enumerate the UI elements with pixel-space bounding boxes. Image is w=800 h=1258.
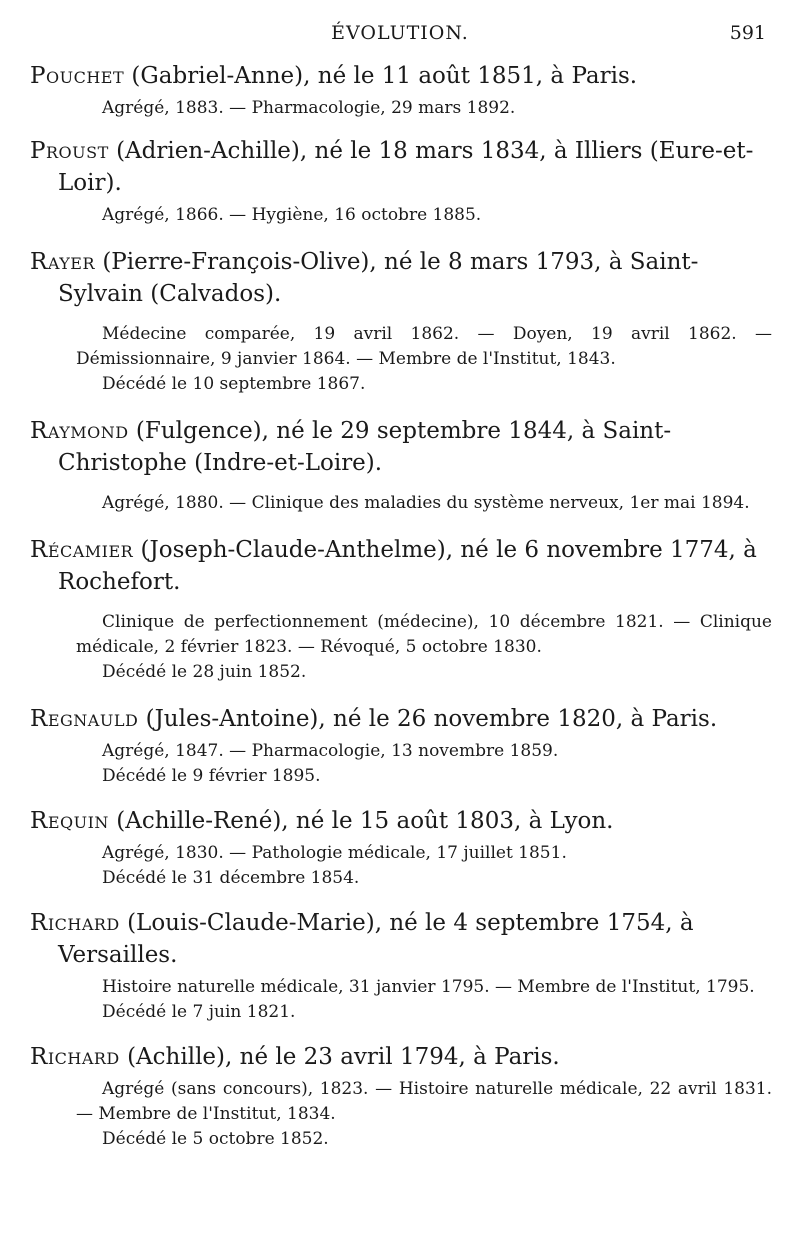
- career-line: Décédé le 5 octobre 1852.: [102, 1129, 329, 1149]
- entry: [30, 703, 772, 789]
- entry-details: (Joseph-Claude-Anthelme), né le 6 novembre 1774, à Rochefort.: [58, 537, 757, 595]
- entry-career: [30, 322, 772, 397]
- entry-career: [30, 1077, 772, 1152]
- entry-career: [30, 739, 772, 789]
- entry-career: [30, 975, 772, 1025]
- entry-details: (Achille-René), né le 15 août 1803, à Lyon.: [108, 808, 614, 834]
- entry-name-line: [30, 246, 772, 310]
- career-line: Décédé le 9 février 1895.: [102, 766, 321, 786]
- entry-career: [30, 96, 772, 121]
- entry: [30, 415, 772, 516]
- entry-name-line: [30, 534, 772, 598]
- entry: [30, 246, 772, 397]
- career-line: Histoire naturelle médicale, 31 janvier 1795. — Membre de l'Institut, 1795.: [102, 977, 755, 997]
- entry-surname: Pouchet: [30, 63, 125, 89]
- entry-surname: Raymond: [30, 418, 129, 444]
- career-line: Agrégé, 1883. — Pharmacologie, 29 mars 1892.: [102, 98, 516, 118]
- entry-name-line: [30, 415, 772, 479]
- entries-list: [30, 60, 772, 1152]
- entry-details: (Adrien-Achille), né le 18 mars 1834, à Illiers (Eure-et-Loir).: [58, 138, 754, 196]
- career-line: Agrégé, 1847. — Pharmacologie, 13 novembre 1859.: [102, 741, 559, 761]
- entry-name-line: [30, 805, 772, 837]
- entry-surname: Récamier: [30, 537, 134, 563]
- entry-surname: Proust: [30, 138, 109, 164]
- entry-surname: Rayer: [30, 249, 96, 275]
- entry-surname: Richard: [30, 1044, 120, 1070]
- entry: [30, 805, 772, 891]
- page-header: [0, 22, 800, 52]
- entry-details: (Achille), né le 23 avril 1794, à Paris.: [119, 1044, 560, 1070]
- entry: [30, 1041, 772, 1152]
- entry: [30, 60, 772, 121]
- entry-name-line: [30, 907, 772, 971]
- entry-details: (Jules-Antoine), né le 26 novembre 1820, à Paris.: [138, 706, 718, 732]
- entry: [30, 534, 772, 685]
- entry-name-line: [30, 1041, 772, 1073]
- entry-career: [30, 491, 772, 516]
- page-number: 591: [729, 22, 766, 44]
- career-line: Médecine comparée, 19 avril 1862. — Doyen, 19 avril 1862. — Démissionnaire, 9 janvier 1864. — Membre de l'Institut, 1843.: [76, 324, 772, 369]
- career-line: Décédé le 28 juin 1852.: [102, 662, 307, 682]
- entry-career: [30, 203, 772, 228]
- entry-surname: Requin: [30, 808, 109, 834]
- career-line: Décédé le 31 décembre 1854.: [102, 868, 360, 888]
- entry: [30, 907, 772, 1025]
- entry-career: [30, 610, 772, 685]
- career-line: Agrégé (sans concours), 1823. — Histoire naturelle médicale, 22 avril 1831. — Membre de l'Institut, 1834.: [76, 1079, 772, 1124]
- entry-surname: Regnauld: [30, 706, 139, 732]
- entry-details: (Pierre-François-Olive), né le 8 mars 1793, à Saint-Sylvain (Calvados).: [58, 249, 699, 307]
- career-line: Agrégé, 1830. — Pathologie médicale, 17 juillet 1851.: [102, 843, 567, 863]
- running-title: ÉVOLUTION.: [331, 22, 469, 44]
- career-line: Agrégé, 1880. — Clinique des maladies du système nerveux, 1er mai 1894.: [102, 493, 750, 513]
- entry: [30, 135, 772, 228]
- career-line: Décédé le 10 septembre 1867.: [102, 374, 366, 394]
- entry-details: (Louis-Claude-Marie), né le 4 septembre 1754, à Versailles.: [58, 910, 694, 968]
- entry-details: (Gabriel-Anne), né le 11 août 1851, à Paris.: [124, 63, 638, 89]
- entry-name-line: [30, 703, 772, 735]
- entry-surname: Richard: [30, 910, 120, 936]
- entry-details: (Fulgence), né le 29 septembre 1844, à Saint-Christophe (Indre-et-Loire).: [58, 418, 672, 476]
- career-line: Agrégé, 1866. — Hygiène, 16 octobre 1885.: [102, 205, 482, 225]
- entry-name-line: [30, 135, 772, 199]
- career-line: Clinique de perfectionnement (médecine), 10 décembre 1821. — Clinique médicale, 2 février 1823. — Révoqué, 5 octobre 1830.: [76, 612, 772, 657]
- career-line: Décédé le 7 juin 1821.: [102, 1002, 296, 1022]
- entry-career: [30, 841, 772, 891]
- entry-name-line: [30, 60, 772, 92]
